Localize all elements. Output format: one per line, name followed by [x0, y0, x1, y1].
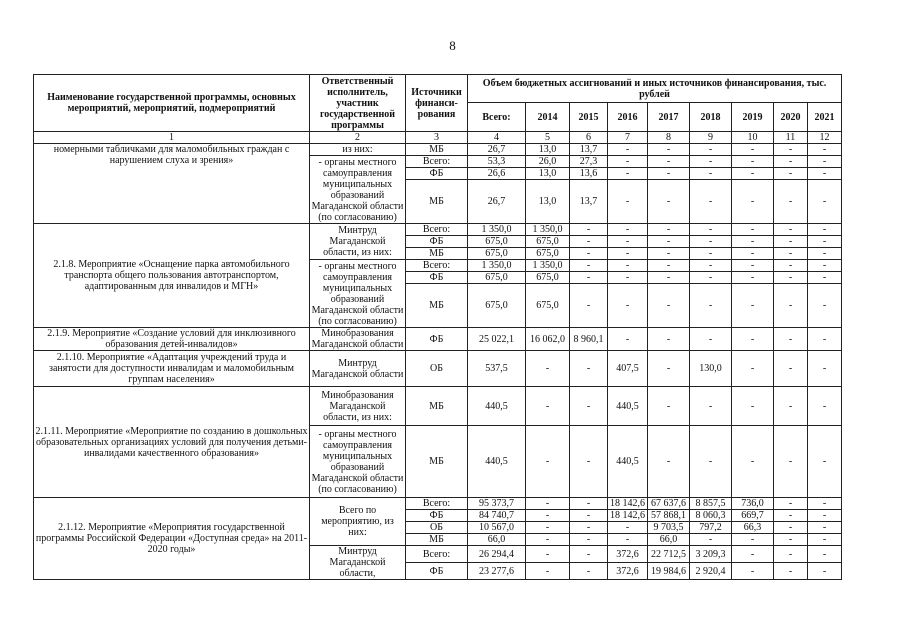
value-cell: - — [648, 156, 690, 168]
responsible: Минтруд Магаданской области, — [310, 546, 406, 580]
source-cell: ОБ — [406, 351, 468, 387]
value-cell: - — [774, 563, 808, 580]
value-cell: - — [732, 144, 774, 156]
responsible: - органы местного самоуправления муниципальных образований Магаданской области (по согласованию) — [310, 156, 406, 224]
value-cell: 675,0 — [468, 248, 526, 260]
value-cell: - — [570, 522, 608, 534]
value-cell: 736,0 — [732, 498, 774, 510]
header-year: 2020 — [774, 103, 808, 132]
col-number: 6 — [570, 132, 608, 144]
value-cell: 675,0 — [526, 236, 570, 248]
source-cell: Всего: — [406, 260, 468, 272]
value-cell: 669,7 — [732, 510, 774, 522]
value-cell: - — [808, 248, 842, 260]
source-cell: Всего: — [406, 546, 468, 563]
value-cell: - — [690, 224, 732, 236]
value-cell: 10 567,0 — [468, 522, 526, 534]
value-cell: 675,0 — [468, 272, 526, 284]
source-cell: МБ — [406, 387, 468, 426]
value-cell: - — [732, 180, 774, 224]
value-cell: - — [648, 248, 690, 260]
value-cell: - — [608, 180, 648, 224]
value-cell: - — [774, 236, 808, 248]
header-source: Источники финанси-рования — [406, 75, 468, 132]
table-row — [34, 498, 842, 510]
value-cell: - — [774, 351, 808, 387]
value-cell: - — [808, 387, 842, 426]
value-cell: - — [690, 534, 732, 546]
value-cell: - — [808, 546, 842, 563]
value-cell: 440,5 — [468, 387, 526, 426]
header-year: 2021 — [808, 103, 842, 132]
value-cell: 84 740,7 — [468, 510, 526, 522]
value-cell: 19 984,6 — [648, 563, 690, 580]
value-cell: - — [608, 328, 648, 351]
value-cell: - — [808, 498, 842, 510]
value-cell: 675,0 — [468, 284, 526, 328]
value-cell: 13,0 — [526, 144, 570, 156]
header-year: 2014 — [526, 103, 570, 132]
value-cell: - — [608, 260, 648, 272]
source-cell: МБ — [406, 426, 468, 498]
value-cell: - — [690, 248, 732, 260]
value-cell: - — [774, 260, 808, 272]
value-cell: - — [732, 563, 774, 580]
program-name: 2.1.9. Мероприятие «Создание условий для инклюзивного образования детей-инвалидов» — [34, 328, 310, 351]
program-name: номерными табличками для маломобильных граждан с нарушением слуха и зрения» — [34, 144, 310, 224]
value-cell: - — [808, 272, 842, 284]
value-cell: - — [570, 546, 608, 563]
value-cell: 18 142,6 — [608, 498, 648, 510]
value-cell: 18 142,6 — [608, 510, 648, 522]
value-cell: - — [732, 224, 774, 236]
col-number: 7 — [608, 132, 648, 144]
value-cell: 675,0 — [526, 284, 570, 328]
col-number: 4 — [468, 132, 526, 144]
header-year: 2017 — [648, 103, 690, 132]
value-cell: - — [526, 351, 570, 387]
value-cell: - — [526, 387, 570, 426]
financing-table — [33, 74, 842, 580]
source-cell: МБ — [406, 180, 468, 224]
value-cell: 675,0 — [526, 248, 570, 260]
header-volume: Объем бюджетных ассигнований и иных источников финансирования, тыс. рублей — [468, 75, 842, 103]
value-cell: - — [570, 498, 608, 510]
value-cell: - — [774, 387, 808, 426]
value-cell: - — [808, 426, 842, 498]
value-cell: 66,0 — [648, 534, 690, 546]
col-number: 12 — [808, 132, 842, 144]
value-cell: - — [808, 168, 842, 180]
value-cell: 53,3 — [468, 156, 526, 168]
col-number: 11 — [774, 132, 808, 144]
value-cell: - — [608, 272, 648, 284]
table-row — [34, 224, 842, 236]
value-cell: - — [732, 168, 774, 180]
col-number: 10 — [732, 132, 774, 144]
value-cell: - — [690, 168, 732, 180]
responsible: - органы местного самоуправления муниципальных образований Магаданской области (по согласованию) — [310, 260, 406, 328]
responsible: Минобразования Магаданской области — [310, 328, 406, 351]
responsible: Всего по мероприятию, из них: — [310, 498, 406, 546]
value-cell: - — [808, 236, 842, 248]
program-name: 2.1.11. Мероприятие «Мероприятие по созданию в дошкольных образовательных организациях условий для получения детьми-инвалидами качественного образования» — [34, 387, 310, 498]
value-cell: 130,0 — [690, 351, 732, 387]
value-cell: - — [608, 224, 648, 236]
source-cell: МБ — [406, 284, 468, 328]
value-cell: - — [774, 546, 808, 563]
program-name: 2.1.12. Мероприятие «Мероприятия государственной программы Российской Федерации «Доступная среда» на 2011-2020 годы» — [34, 498, 310, 580]
value-cell: - — [526, 563, 570, 580]
value-cell: 675,0 — [526, 272, 570, 284]
value-cell: - — [732, 534, 774, 546]
value-cell: - — [690, 144, 732, 156]
page-number: 8 — [449, 38, 456, 53]
value-cell: - — [648, 284, 690, 328]
value-cell: 26,7 — [468, 180, 526, 224]
value-cell: - — [608, 522, 648, 534]
value-cell: - — [774, 328, 808, 351]
value-cell: - — [608, 156, 648, 168]
table-row — [34, 351, 842, 387]
source-cell: МБ — [406, 248, 468, 260]
value-cell: - — [774, 522, 808, 534]
value-cell: - — [774, 534, 808, 546]
value-cell: - — [570, 534, 608, 546]
value-cell: - — [570, 224, 608, 236]
source-cell: Всего: — [406, 498, 468, 510]
value-cell: - — [732, 284, 774, 328]
value-cell: - — [774, 248, 808, 260]
col-number: 3 — [406, 132, 468, 144]
responsible: Минтруд Магаданской области, из них: — [310, 224, 406, 260]
value-cell: - — [570, 351, 608, 387]
value-cell: 23 277,6 — [468, 563, 526, 580]
value-cell: 26 294,4 — [468, 546, 526, 563]
value-cell: - — [774, 180, 808, 224]
value-cell: - — [690, 284, 732, 328]
value-cell: - — [690, 260, 732, 272]
value-cell: - — [774, 272, 808, 284]
table-row — [34, 328, 842, 351]
value-cell: 16 062,0 — [526, 328, 570, 351]
program-name: 2.1.8. Мероприятие «Оснащение парка автомобильного транспорта общего пользования автотранспортом, адаптированным для инвалидов и МГН» — [34, 224, 310, 328]
value-cell: - — [774, 498, 808, 510]
col-number: 8 — [648, 132, 690, 144]
value-cell: 57 868,1 — [648, 510, 690, 522]
value-cell: - — [648, 168, 690, 180]
value-cell: 440,5 — [608, 426, 648, 498]
col-number: 5 — [526, 132, 570, 144]
value-cell: - — [774, 284, 808, 328]
value-cell: - — [808, 534, 842, 546]
value-cell: - — [774, 426, 808, 498]
value-cell: - — [526, 510, 570, 522]
source-cell: ФБ — [406, 328, 468, 351]
value-cell: 26,6 — [468, 168, 526, 180]
value-cell: - — [808, 180, 842, 224]
column-number-row — [34, 132, 842, 144]
value-cell: 27,3 — [570, 156, 608, 168]
responsible: - органы местного самоуправления муниципальных образований Магаданской области (по согласованию) — [310, 426, 406, 498]
source-cell: ФБ — [406, 236, 468, 248]
source-cell: МБ — [406, 144, 468, 156]
value-cell: - — [732, 546, 774, 563]
col-number: 9 — [690, 132, 732, 144]
value-cell: - — [526, 426, 570, 498]
value-cell: - — [570, 387, 608, 426]
header-year: 2018 — [690, 103, 732, 132]
value-cell: - — [808, 563, 842, 580]
value-cell: - — [570, 284, 608, 328]
value-cell: 407,5 — [608, 351, 648, 387]
header-year: 2019 — [732, 103, 774, 132]
source-cell: Всего: — [406, 156, 468, 168]
value-cell: - — [648, 224, 690, 236]
value-cell: - — [570, 426, 608, 498]
value-cell: 372,6 — [608, 563, 648, 580]
value-cell: - — [608, 144, 648, 156]
program-name: 2.1.10. Мероприятие «Адаптация учреждений труда и занятости для доступности инвалидам и маломобильным группам населения» — [34, 351, 310, 387]
value-cell: - — [648, 236, 690, 248]
value-cell: - — [690, 272, 732, 284]
value-cell: 22 712,5 — [648, 546, 690, 563]
value-cell: - — [608, 236, 648, 248]
value-cell: - — [774, 510, 808, 522]
value-cell: 67 637,6 — [648, 498, 690, 510]
value-cell: 1 350,0 — [468, 260, 526, 272]
source-cell: ФБ — [406, 168, 468, 180]
value-cell: - — [808, 260, 842, 272]
value-cell: - — [808, 224, 842, 236]
value-cell: 440,5 — [468, 426, 526, 498]
value-cell: - — [808, 144, 842, 156]
value-cell: 8 857,5 — [690, 498, 732, 510]
value-cell: - — [570, 260, 608, 272]
header-responsible: Ответственный исполнитель, участник государственной программы — [310, 75, 406, 132]
value-cell: - — [690, 387, 732, 426]
value-cell: 675,0 — [468, 236, 526, 248]
value-cell: 26,7 — [468, 144, 526, 156]
value-cell: 13,7 — [570, 180, 608, 224]
value-cell: - — [526, 534, 570, 546]
value-cell: - — [808, 328, 842, 351]
value-cell: - — [808, 156, 842, 168]
value-cell: 1 350,0 — [526, 224, 570, 236]
value-cell: - — [732, 328, 774, 351]
value-cell: - — [732, 272, 774, 284]
value-cell: 25 022,1 — [468, 328, 526, 351]
value-cell: - — [648, 426, 690, 498]
value-cell: - — [608, 168, 648, 180]
value-cell: - — [732, 426, 774, 498]
value-cell: 13,0 — [526, 168, 570, 180]
value-cell: 2 920,4 — [690, 563, 732, 580]
header-year: 2015 — [570, 103, 608, 132]
value-cell: - — [732, 387, 774, 426]
value-cell: 8 960,1 — [570, 328, 608, 351]
value-cell: - — [690, 180, 732, 224]
value-cell: 537,5 — [468, 351, 526, 387]
value-cell: - — [648, 351, 690, 387]
value-cell: - — [690, 328, 732, 351]
table-row — [34, 144, 842, 156]
value-cell: - — [570, 236, 608, 248]
source-cell: Всего: — [406, 224, 468, 236]
source-cell: ФБ — [406, 510, 468, 522]
value-cell: - — [608, 534, 648, 546]
value-cell: 1 350,0 — [526, 260, 570, 272]
value-cell: - — [570, 272, 608, 284]
value-cell: 13,0 — [526, 180, 570, 224]
value-cell: - — [570, 510, 608, 522]
value-cell: 13,6 — [570, 168, 608, 180]
header-year: Всего: — [468, 103, 526, 132]
value-cell: - — [526, 546, 570, 563]
value-cell: 95 373,7 — [468, 498, 526, 510]
value-cell: - — [648, 387, 690, 426]
value-cell: - — [774, 224, 808, 236]
value-cell: - — [648, 272, 690, 284]
responsible: Минобразования Магаданской области, из них: — [310, 387, 406, 426]
value-cell: 3 209,3 — [690, 546, 732, 563]
value-cell: - — [526, 498, 570, 510]
value-cell: 1 350,0 — [468, 224, 526, 236]
col-number: 2 — [310, 132, 406, 144]
value-cell: - — [648, 260, 690, 272]
header-year: 2016 — [608, 103, 648, 132]
responsible: Минтруд Магаданской области — [310, 351, 406, 387]
value-cell: - — [570, 248, 608, 260]
value-cell: 66,0 — [468, 534, 526, 546]
col-number: 1 — [34, 132, 310, 144]
value-cell: - — [808, 351, 842, 387]
value-cell: - — [808, 522, 842, 534]
value-cell: - — [526, 522, 570, 534]
value-cell: - — [732, 351, 774, 387]
value-cell: - — [648, 144, 690, 156]
value-cell: - — [732, 236, 774, 248]
value-cell: 13,7 — [570, 144, 608, 156]
value-cell: - — [732, 260, 774, 272]
source-cell: ФБ — [406, 272, 468, 284]
value-cell: - — [774, 144, 808, 156]
value-cell: 8 060,3 — [690, 510, 732, 522]
table-row — [34, 387, 842, 426]
source-cell: ФБ — [406, 563, 468, 580]
value-cell: - — [690, 236, 732, 248]
value-cell: 26,0 — [526, 156, 570, 168]
value-cell: - — [732, 248, 774, 260]
value-cell: - — [732, 156, 774, 168]
value-cell: - — [570, 563, 608, 580]
value-cell: 372,6 — [608, 546, 648, 563]
value-cell: - — [690, 426, 732, 498]
value-cell: - — [648, 328, 690, 351]
value-cell: - — [608, 248, 648, 260]
value-cell: - — [648, 180, 690, 224]
source-cell: ОБ — [406, 522, 468, 534]
source-cell: МБ — [406, 534, 468, 546]
value-cell: 440,5 — [608, 387, 648, 426]
value-cell: - — [774, 156, 808, 168]
value-cell: - — [774, 168, 808, 180]
value-cell: 9 703,5 — [648, 522, 690, 534]
value-cell: - — [808, 284, 842, 328]
header-name: Наименование государственной программы, основных мероприятий, мероприятий, подмероприятий — [34, 75, 310, 132]
value-cell: - — [808, 510, 842, 522]
value-cell: 66,3 — [732, 522, 774, 534]
value-cell: 797,2 — [690, 522, 732, 534]
value-cell: - — [608, 284, 648, 328]
responsible: из них: — [310, 144, 406, 156]
value-cell: - — [690, 156, 732, 168]
